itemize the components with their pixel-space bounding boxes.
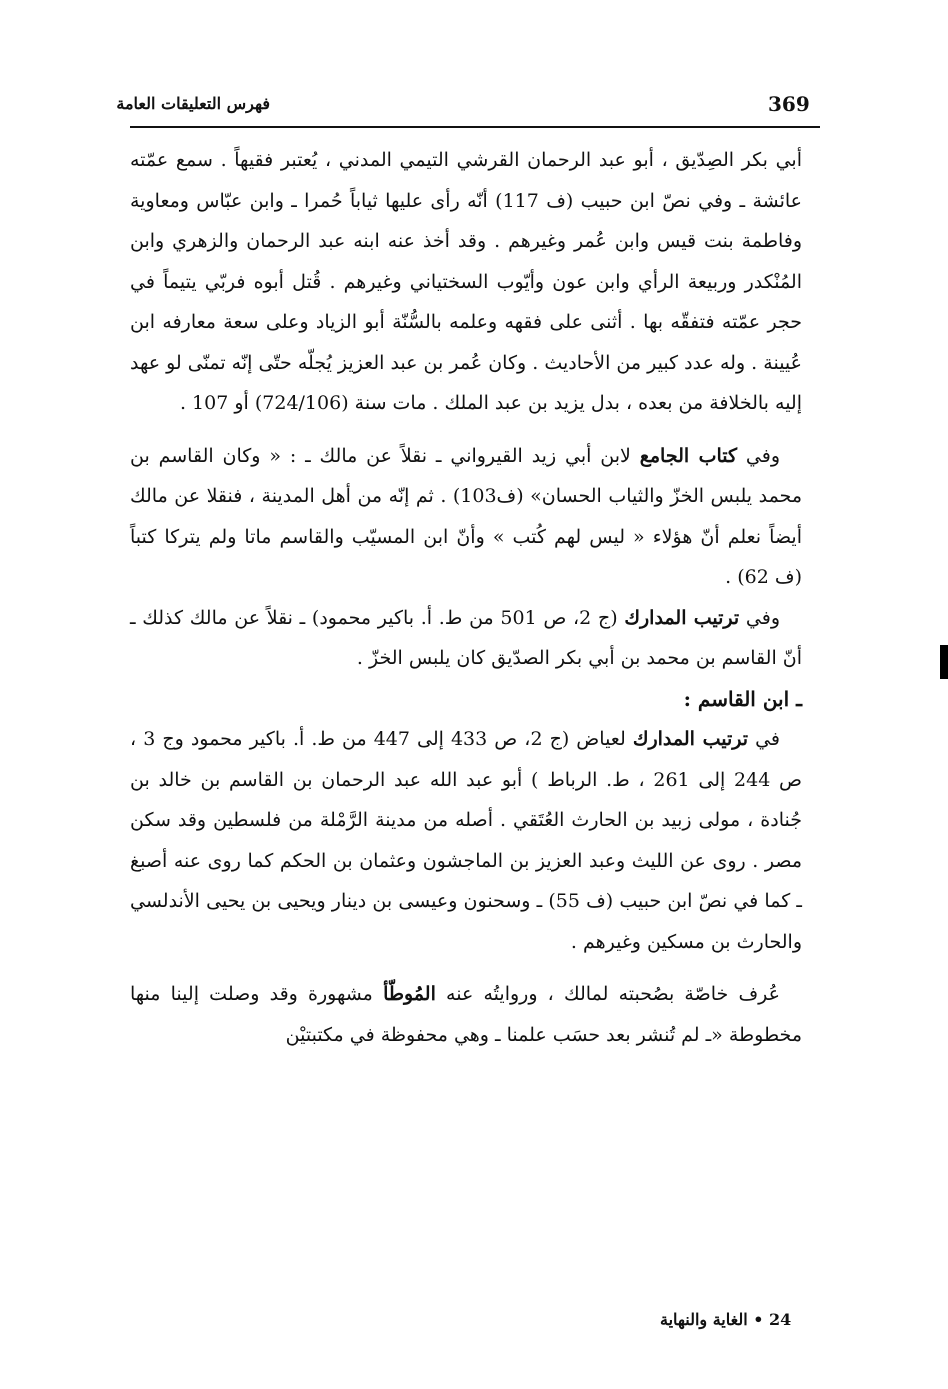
book-title-jami: كتاب الجامع [639, 444, 738, 467]
paragraph-5: عُرف خاصّة بصُحبته لمالك ، وروايتُه عنه المُوطّأ مشهورة وقد وصلت إلينا منها مخطوطة «ـ لم تُنشر بعد حسَب علمنا ـ وهي محفوظة في مكتبتيْن [130, 983, 802, 1046]
body-text [130, 140, 802, 1055]
paragraph-4: في ترتيب المدارك لعياض (ج 2، ص 433 إلى 447 من ط. أ. باكير محمود وج 3 ، ص 244 إلى 261 ، ط. الرباط ) أبو عبد الله عبد الرحمان بن القاسم بن خالد بن جُنادة ، مولى زبيد بن الحارث العُتَقي . أصله من مدينة الرَّمْلة من فلسطين وقد سكن مصر . روى عن الليث وعبد العزيز بن الماجشون وعثمان بن الحكم كما روى عنه أصبغ ـ كما في نصّ ابن حبيب (ف 55) ـ وسحنون وعيسى بن دينار ويحيى بن يحيى الأندلسي والحارث بن مسكين وغيرهم . [130, 728, 803, 953]
page-number: 369 [768, 92, 810, 116]
running-title: فهرس التعليقات العامة [116, 94, 270, 113]
paragraph-3: وفي ترتيب المدارك (ج 2، ص 501 من ط. أ. باكير محمود) ـ نقلاً عن مالك كذلك ـ أنّ القاسم بن محمد بن أبي بكر الصدّيق كان يلبس الخزّ . [130, 606, 802, 669]
paragraph-1: أبي بكر الصِدّيق ، أبو عبد الرحمان القرشي التيمي المدني ، يُعتبر فقيهاً . سمع عمّته عائشة ـ وفي نصّ ابن حبيب (ف 117) أنّه رأى عليها ثياباً حُمرا ـ وابن عبّاس ومعاوية وفاطمة بنت قيس وابن عُمر وغيرهم . وقد أخذ عنه ابنه عبد الرحمان والزهري وابن المُنْكدر وربيعة الرأي وابن عون وأيّوب السختياني وغيرهم . قُتل أبوه فربّي يتيماً في حجر عمّته فتفقّه بها . أثنى على فقهه وعلمه بالسُّنّة أبو الزياد وعلى سعة معارفه ابن عُيينة . وله عدد كبير من الأحاديث . وكان عُمر بن عبد العزيز يُجلّه حتّى إنّه تمنّى لو عهد إليه بالخلافة من بعده ، بدل يزيد بن عبد الملك . مات سنة (724/106) أو 107 . [130, 149, 802, 414]
paragraph-2: وفي كتاب الجامع لابن أبي زيد القيرواني ـ نقلاً عن مالك ـ : « وكان القاسم بن محمد يلبس الخزّ والثياب الحسان» (ف103) . ثم إنّه من أهل المدينة ، فنقلا عن مالك أيضاً نعلم أنّ هؤلاء « ليس لهم كُتب » وأنّ ابن المسيّب والقاسم ماتا ولم يتركا كتباً (ف 62) . [130, 444, 802, 588]
book-title-madarik: ترتيب المدارك [624, 606, 740, 629]
section-heading-ibn-al-qasim: ـ ابن القاسم : [683, 686, 802, 711]
header-rule [130, 126, 820, 128]
book-title-muwatta: المُوطّأ [383, 983, 436, 1005]
margin-mark [940, 645, 948, 679]
book-title-madarik-2: ترتيب المدارك [632, 728, 749, 750]
footer-signature: 24 • الغاية والنهاية [660, 1310, 792, 1329]
